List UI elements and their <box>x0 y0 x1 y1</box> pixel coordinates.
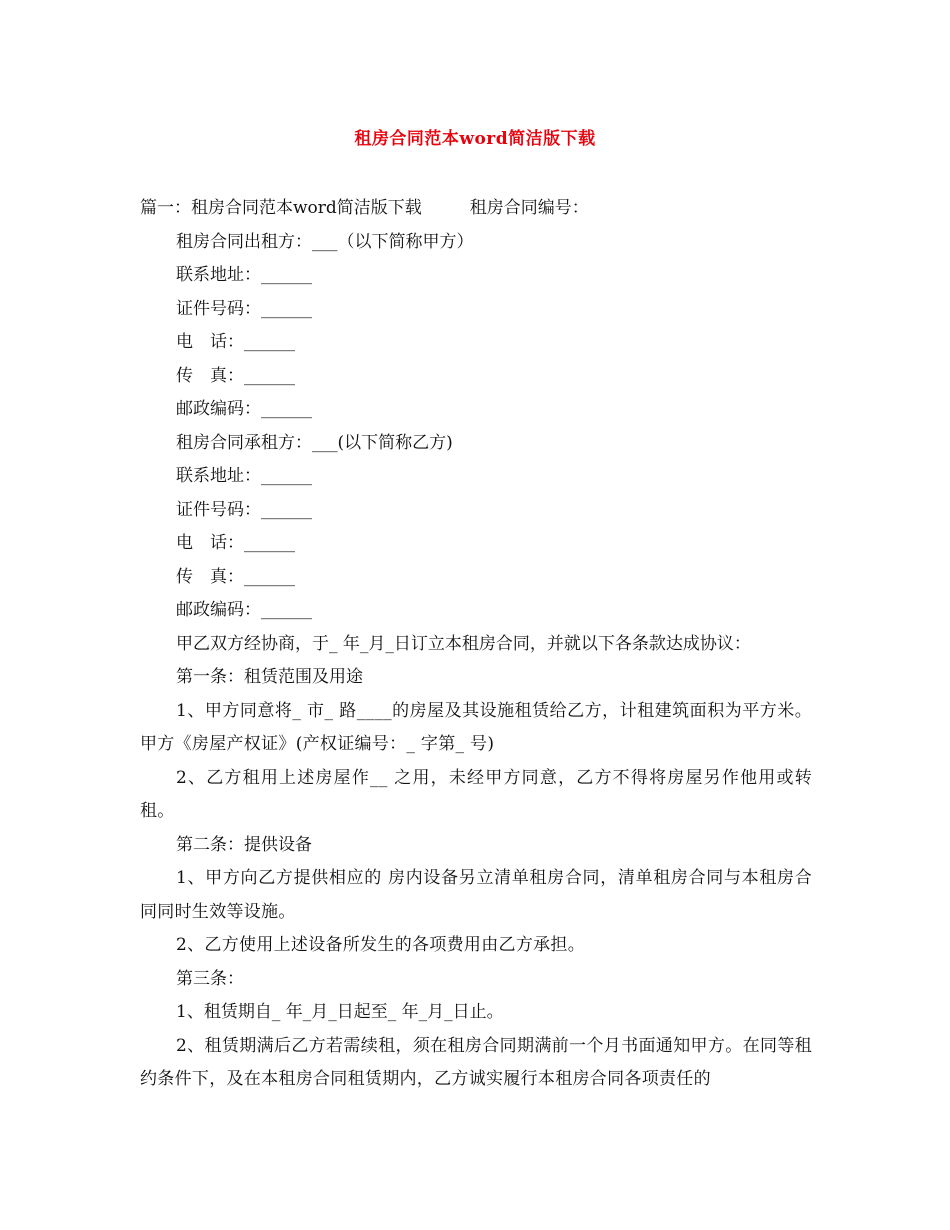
lessee-phone: 电 话：______ <box>176 533 295 553</box>
article-1-clause-2: 2、乙方租用上述房屋作__ 之用，未经甲方同意，乙方不得将房屋另作他用或转租。 <box>140 767 812 821</box>
article-1-heading: 第一条：租赁范围及用途 <box>176 667 363 687</box>
article-3-heading: 第三条： <box>176 968 244 989</box>
contract-number-label: 租房合同编号： <box>469 198 589 218</box>
lessor-address: 联系地址：______ <box>176 265 312 285</box>
intro-line <box>140 192 812 226</box>
lessee-line: 租房合同承租方：___(以下简称乙方) <box>176 432 453 453</box>
lessee-postcode: 邮政编码：______ <box>176 600 312 620</box>
lessee-address: 联系地址：______ <box>176 466 312 486</box>
agreement-statement: 甲乙双方经协商，于_ 年_月_日订立本租房合同，并就以下各条款达成协议： <box>176 633 751 654</box>
article-2-clause-2: 2、乙方使用上述设备所发生的各项费用由乙方承担。 <box>176 935 586 955</box>
lessor-postcode: 邮政编码：______ <box>176 399 312 419</box>
lessor-fax: 传 真：______ <box>176 365 295 386</box>
lessor-phone: 电 话：______ <box>176 332 295 352</box>
article-3-clause-1: 1、租赁期自_ 年_月_日起至_ 年_月_日止。 <box>176 1002 504 1022</box>
section-heading: 篇一：租房合同范本word简洁版下载 <box>140 198 422 218</box>
document-body <box>140 192 812 1097</box>
article-3-clause-2: 2、租赁期满后乙方若需续租，须在租房合同期满前一个月书面通知甲方。在同等租约条件下，及在本租房合同租赁期内，乙方诚实履行本租房合同各项责任的 <box>140 1035 812 1089</box>
lessor-id-number: 证件号码：______ <box>176 298 312 319</box>
document-title: 租房合同范本word简洁版下载 <box>354 129 596 149</box>
lessee-fax: 传 真：______ <box>176 566 295 587</box>
article-2-heading: 第二条：提供设备 <box>176 834 312 855</box>
article-2-clause-1: 1、甲方向乙方提供相应的 房内设备另立清单租房合同，清单租房合同与本租房合同同时生效等设施。 <box>140 868 812 922</box>
lessor-line: 租房合同出租方：___（以下简称甲方） <box>176 231 474 252</box>
lessee-id-number: 证件号码：______ <box>176 499 312 520</box>
article-1-clause-1: 1、甲方同意将_ 市_ 路____的房屋及其设施租赁给乙方，计租建筑面积为平方米。甲方《房屋产权证》(产权证编号：_ 字第_ 号) <box>140 700 812 754</box>
